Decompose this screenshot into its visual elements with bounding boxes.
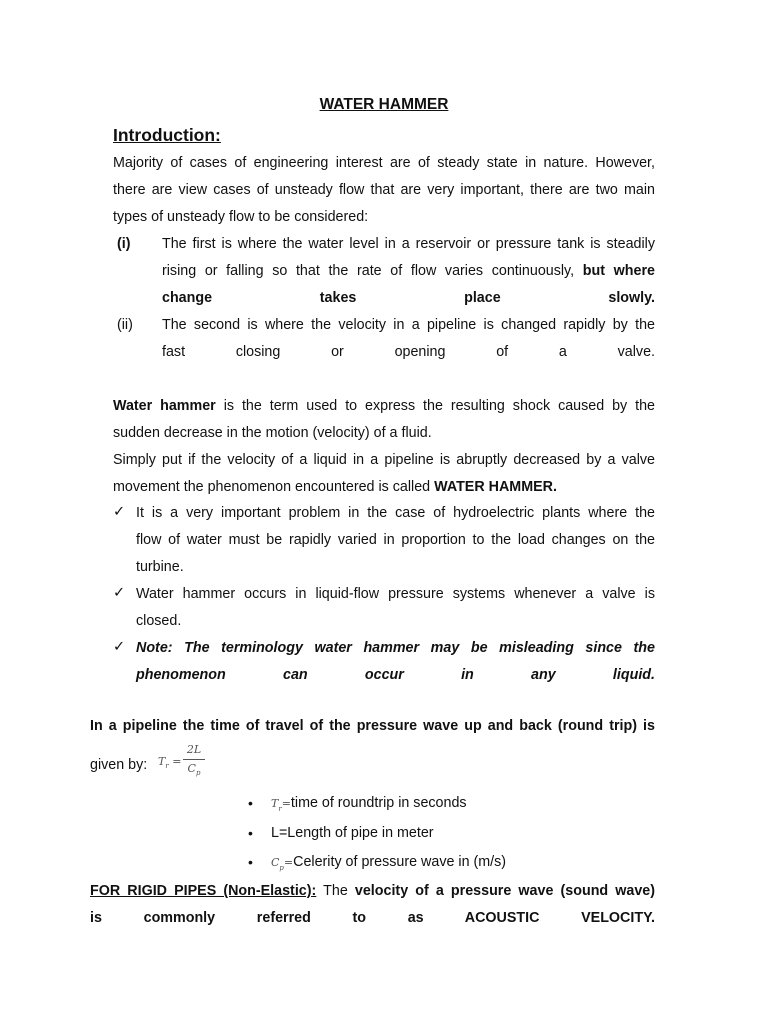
- formula-lhs-symbol: T: [158, 755, 166, 768]
- bullet-1-text: time of roundtrip in seconds: [290, 795, 467, 811]
- formula-numerator: 2L: [186, 743, 202, 756]
- page-title: WATER HAMMER: [319, 96, 449, 113]
- formula-den-sub: p: [195, 769, 201, 778]
- formula-fraction: [183, 743, 205, 780]
- wh-def-line-3: Simply put if the velocity of a liquid in a pipeline is abruptly decreased by a valve: [113, 452, 655, 468]
- formula-lhs-sub: r: [165, 762, 169, 771]
- bullet-icon: •: [248, 795, 253, 811]
- checkmark-icon: ✓: [113, 639, 125, 655]
- check-3-line-2: phenomenon can occur in any liquid.: [136, 667, 655, 683]
- intro-line-3: types of unsteady flow to be considered:: [113, 209, 369, 225]
- formula-denominator: [183, 762, 205, 780]
- wh-def-line-2: sudden decrease in the motion (velocity) of a fluid.: [113, 425, 432, 441]
- check-1-line-2: flow of water must be rapidly varied in proportion to the load changes on the: [136, 532, 655, 548]
- check-3-line-1: Note: The terminology water hammer may be misleading since the: [136, 640, 655, 656]
- checkmark-icon: ✓: [113, 504, 125, 520]
- rigid-bold-1: velocity of a pressure wave (sound wave): [354, 883, 656, 899]
- type-1-line-1: The first is where the water level in a reservoir or pressure tank is steadily: [162, 236, 655, 252]
- rigid-line-2: is commonly referred to as ACOUSTIC VELOCITY.: [90, 910, 655, 926]
- rigid-label: FOR RIGID PIPES (Non-Elastic):: [90, 883, 317, 899]
- bullet-3-text: Celerity of pressure wave in (m/s): [293, 854, 507, 870]
- given-by-label: given by:: [90, 757, 148, 773]
- check-2-line-2: closed.: [136, 613, 182, 629]
- formula-lhs: [158, 755, 181, 770]
- intro-heading: Introduction:: [113, 125, 221, 145]
- bullet-1-eq: =: [281, 797, 291, 810]
- type-1-line-2: [162, 258, 655, 285]
- type-1-bold-line: change takes place slowly.: [162, 290, 655, 306]
- wh-def-line-4-bold: WATER HAMMER.: [434, 479, 557, 495]
- fraction-bar: [183, 759, 205, 760]
- list-marker-ii: (ii): [117, 317, 133, 333]
- roundtrip-line: In a pipeline the time of travel of the pressure wave up and back (round trip) is: [90, 718, 655, 734]
- bullet-icon: •: [248, 825, 253, 841]
- type-1-bold-tail: but where: [582, 263, 655, 279]
- checkmark-icon: ✓: [113, 585, 125, 601]
- list-marker-i: (i): [117, 236, 131, 252]
- wh-def-line-1-rest: is the term used to express the resulting shock caused by the: [223, 398, 655, 414]
- wh-def-line-4: [113, 474, 655, 501]
- bullet-3-sub: p: [279, 863, 284, 872]
- bullet-3: [271, 849, 506, 882]
- intro-line-2: there are view cases of unsteady flow that are very important, there are two main: [113, 182, 655, 198]
- bullet-1: [271, 790, 467, 823]
- bullet-1-symbol: T: [271, 797, 279, 810]
- type-1-line-2-text: rising or falling so that the rate of flow varies continuously,: [162, 263, 575, 279]
- wh-def-line-1: [113, 393, 655, 420]
- rigid-the: The: [323, 883, 348, 899]
- bullet-2-text: L=Length of pipe in meter: [271, 825, 434, 841]
- check-1-line-1: It is a very important problem in the case of hydroelectric plants where the: [136, 505, 655, 521]
- type-2-line-2: fast closing or opening of a valve.: [162, 344, 655, 360]
- wh-def-bold: Water hammer: [113, 398, 216, 414]
- intro-line-1: Majority of cases of engineering interest are of steady state in nature. However,: [113, 155, 655, 171]
- bullet-icon: •: [248, 854, 253, 870]
- formula-den-symbol: C: [187, 762, 196, 775]
- type-2-line-1: The second is where the velocity in a pipeline is changed rapidly by the: [162, 317, 655, 333]
- check-2-line-1: Water hammer occurs in liquid-flow pressure systems whenever a valve is: [136, 586, 655, 602]
- rigid-line-1: [90, 878, 655, 905]
- bullet-3-eq: =: [283, 856, 294, 869]
- wh-def-line-4-start: movement the phenomenon encountered is called: [113, 479, 431, 495]
- check-1-line-3: turbine.: [136, 559, 184, 575]
- bullet-1-sub: r: [278, 804, 282, 813]
- bullet-3-symbol: C: [271, 856, 280, 869]
- formula-eq: =: [172, 755, 182, 768]
